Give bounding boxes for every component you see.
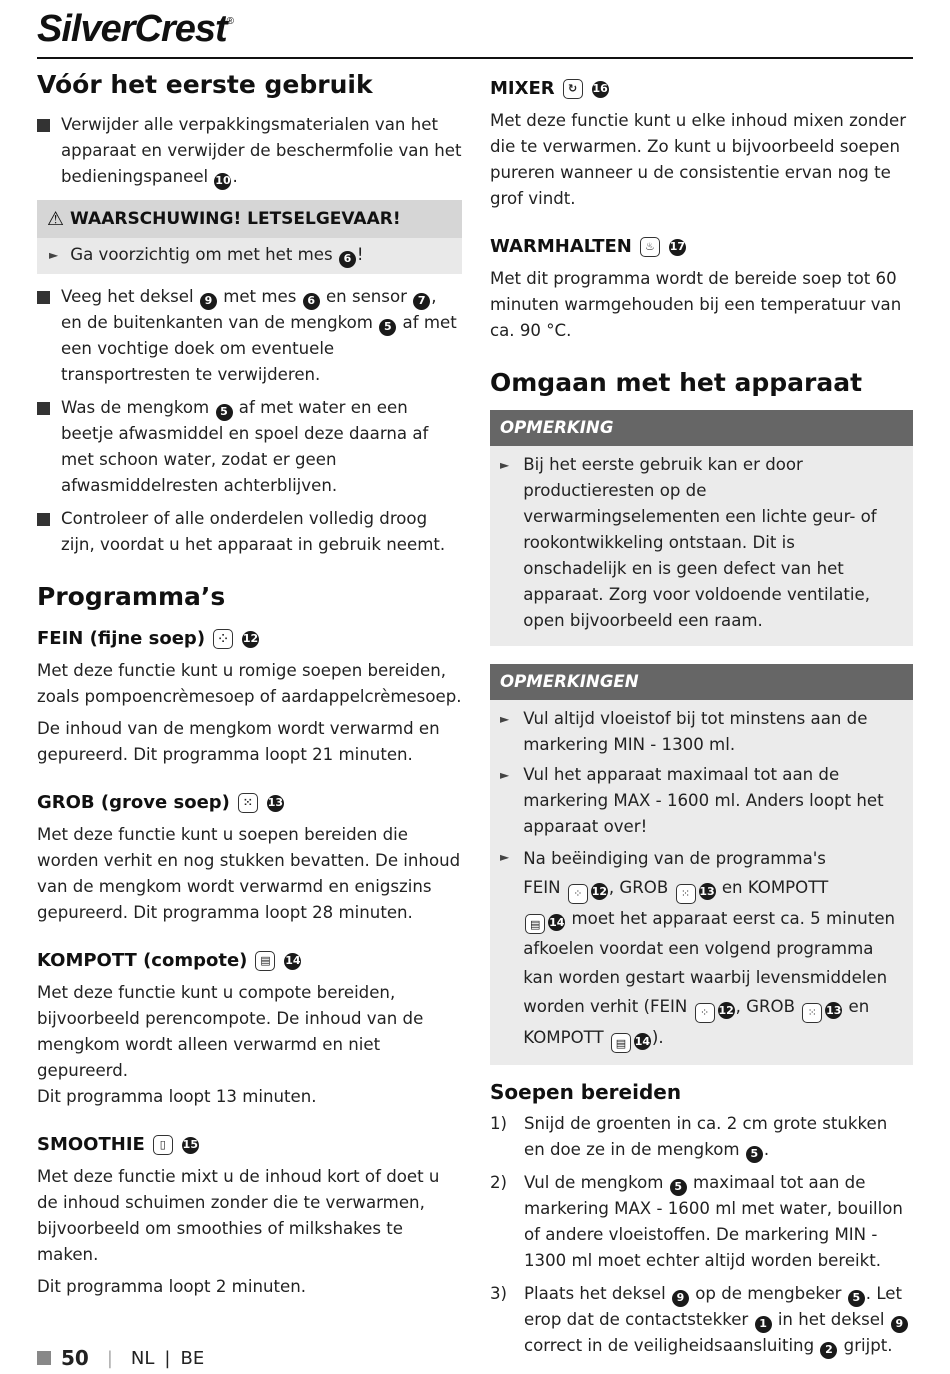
paragraph: Dit programma loopt 13 minuten. bbox=[37, 1087, 317, 1106]
paragraph: De inhoud van de mengkom wordt verwarmd en gepureerd. Dit programma loopt 21 minuten. bbox=[37, 719, 440, 764]
part-number-badge: 13 bbox=[826, 1004, 842, 1017]
part-number-badge: 9 bbox=[200, 293, 217, 310]
paragraph: Met deze functie kunt u soepen bereiden die worden verhit en nog stukken bevatten. De inhoud van de mengkom wordt verwarmd en enigszins gepureerd. Dit programma loopt 28 minuten. bbox=[37, 825, 461, 922]
part-number-badge: 12 bbox=[718, 1004, 734, 1017]
part-number-badge: 6 bbox=[339, 251, 356, 268]
fine-soup-icon: ⁘ bbox=[213, 629, 233, 649]
note-item: ► Vul het apparaat maximaal tot aan de markering MAX - 1600 ml. Anders loopt het apparaat over! bbox=[500, 762, 903, 840]
coarse-soup-icon: ⁙ bbox=[802, 1003, 822, 1023]
first-use-list bbox=[37, 112, 462, 190]
paragraph: Met deze functie kunt u compote bereiden, bijvoorbeeld perencompote. De inhoud van de mengkom wordt alleen verwarmd en niet gepureerd. bbox=[37, 983, 424, 1080]
part-number-badge: 14 bbox=[634, 1034, 651, 1048]
arrow-icon: ► bbox=[49, 248, 59, 262]
heading-programs: Programma’s bbox=[37, 582, 226, 611]
step-item: 3) Plaats het deksel 9 op de mengbeker 5 . Let erop dat de contactstekker 1 in het deksel 9 correct in de veiligheidsaansluiting 2 grijpt. bbox=[490, 1281, 913, 1359]
note-item: ► Vul altijd vloeistof bij tot minstens aan de markering MIN - 1300 ml. bbox=[500, 706, 903, 758]
part-number-badge: 14 bbox=[284, 953, 301, 970]
divider: | bbox=[164, 1347, 171, 1369]
part-number-badge: 13 bbox=[699, 885, 715, 898]
arrow-icon: ► bbox=[500, 458, 510, 472]
part-number-badge: 12 bbox=[242, 631, 259, 648]
section-fein bbox=[37, 626, 462, 768]
part-number-badge: 15 bbox=[182, 1137, 199, 1154]
part-number-badge: 14 bbox=[549, 915, 565, 929]
divider: | bbox=[106, 1347, 113, 1369]
compote-icon: ▤ bbox=[611, 1033, 631, 1053]
list-item: Verwijder alle verpakkingsmaterialen van het apparaat en verwijder de beschermfolie van het bedieningspaneel 10 . bbox=[37, 112, 462, 190]
warning-title: ⚠ WAARSCHUWING! LETSELGEVAAR! bbox=[37, 200, 462, 238]
part-number-badge: 5 bbox=[746, 1146, 763, 1163]
warning-box bbox=[37, 200, 462, 274]
note-box bbox=[490, 410, 913, 646]
coarse-soup-icon: ⁙ bbox=[238, 793, 258, 813]
part-number-badge: 13 bbox=[267, 795, 284, 812]
mixer-title: MIXER ↻ 16 bbox=[490, 78, 608, 99]
language-code: BE bbox=[180, 1347, 205, 1369]
notes-body bbox=[490, 700, 913, 1065]
section-warmhalten bbox=[490, 234, 913, 344]
warning-triangle-icon: ⚠ bbox=[47, 208, 65, 230]
part-number-badge: 12 bbox=[591, 885, 608, 898]
part-number-badge: 5 bbox=[379, 319, 396, 336]
section-kompott bbox=[37, 948, 462, 1110]
paragraph: Met dit programma wordt de bereide soep tot 60 minuten warmgehouden bij een temperatuur van ca. 90 °C. bbox=[490, 269, 902, 340]
heading-first-use: Vóór het eerste gebruik bbox=[37, 70, 373, 99]
arrow-icon: ► bbox=[500, 768, 510, 782]
page-number: 50 bbox=[61, 1346, 89, 1370]
heading-soups: Soepen bereiden bbox=[490, 1080, 682, 1104]
right-column bbox=[490, 68, 913, 1366]
bullet-square-icon bbox=[37, 513, 50, 526]
smoothie-title: SMOOTHIE ▯ 15 bbox=[37, 1134, 198, 1155]
language-code: NL bbox=[130, 1347, 155, 1369]
page-footer bbox=[37, 1346, 204, 1370]
paragraph: Dit programma loopt 2 minuten. bbox=[37, 1277, 306, 1296]
part-number-badge: 16 bbox=[592, 81, 609, 98]
compote-icon: ▤ bbox=[525, 914, 545, 934]
warning-item: ► Ga voorzichtig om met het mes 6 ! bbox=[37, 238, 462, 268]
fein-title: FEIN (fijne soep) ⁘ 12 bbox=[37, 628, 259, 649]
part-number-badge: 2 bbox=[820, 1342, 837, 1359]
note-title: OPMERKING bbox=[490, 410, 913, 446]
part-number-badge: 5 bbox=[216, 404, 233, 421]
part-number-badge: 5 bbox=[848, 1290, 865, 1307]
part-number-badge: 9 bbox=[672, 1290, 689, 1307]
paragraph: Met deze functie kunt u elke inhoud mixen zonder die te verwarmen. Zo kunt u bijvoorbeeld soepen pureren wanneer u de consistentie ervan nog te grof vindt. bbox=[490, 111, 907, 208]
left-column bbox=[37, 68, 462, 1300]
header-rule bbox=[37, 57, 913, 59]
note-item: ► Bij het eerste gebruik kan er door productieresten op de verwarmingselementen een lichte geur- of rookontwikkeling ontstaan. Dit is onschadelijk en is geen defect van het apparaat. Zorg voor voldoende ventilatie, open bijvoorbeeld een raam. bbox=[500, 452, 903, 634]
bullet-square-icon bbox=[37, 119, 50, 132]
step-item: 1) Snijd de groenten in ca. 2 cm grote stukken en doe ze in de mengkom 5 . bbox=[490, 1111, 913, 1163]
section-grob bbox=[37, 790, 462, 926]
arrow-icon: ► bbox=[500, 850, 510, 864]
arrow-icon: ► bbox=[500, 712, 510, 726]
mixer-icon: ↻ bbox=[563, 79, 583, 99]
bullet-square-icon bbox=[37, 291, 50, 304]
brand-logo: SilverCrest® bbox=[37, 8, 234, 50]
part-number-badge: 1 bbox=[755, 1316, 772, 1333]
smoothie-cup-icon: ▯ bbox=[153, 1135, 173, 1155]
paragraph: Met deze functie kunt u romige soepen bereiden, zoals pompoencrèmesoep of aardappelcrèmesoep. bbox=[37, 661, 462, 706]
warmhalten-title: WARMHALTEN ♨ 17 bbox=[490, 236, 686, 257]
section-smoothie bbox=[37, 1132, 462, 1300]
notes-title: OPMERKINGEN bbox=[490, 664, 913, 700]
part-number-badge: 17 bbox=[669, 239, 686, 256]
list-item: Veeg het deksel 9 met mes 6 en sensor 7 , en de buitenkanten van de mengkom 5 af met een vochtige doek om eventuele transportresten te verwijderen. bbox=[37, 284, 462, 388]
kompott-title: KOMPOTT (compote) ▤ 14 bbox=[37, 950, 301, 971]
grob-title: GROB (grove soep) ⁙ 13 bbox=[37, 792, 284, 813]
heading-handling: Omgaan met het apparaat bbox=[490, 368, 863, 397]
coarse-soup-icon: ⁙ bbox=[676, 884, 696, 904]
list-item: Controleer of alle onderdelen volledig droog zijn, voordat u het apparaat in gebruik neemt. bbox=[37, 506, 462, 558]
list-item: Was de mengkom 5 af met water en een beetje afwasmiddel en spoel deze daarna af met schoon water, zodat er geen afwasmiddelresten achterblijven. bbox=[37, 395, 462, 499]
step-item: 2) Vul de mengkom 5 maximaal tot aan de markering MAX - 1600 ml met water, bouillon of andere vloeistoffen. De markering MIN - 1300 ml moet echter altijd worden bereikt. bbox=[490, 1173, 903, 1270]
part-number-badge: 10 bbox=[214, 173, 231, 190]
keep-warm-icon: ♨ bbox=[640, 237, 660, 257]
section-mixer bbox=[490, 76, 913, 212]
footer-square-icon bbox=[37, 1351, 51, 1365]
note-item: ► Na beëindiging van de programma's FEIN ⁘ 12 , GROB ⁙ 13 en KOMPOTT ▤ 14 moet het apparaat eerst ca. 5 minuten afkoelen voordat een volgend programma kan worden gestart waarbij levensmiddelen worden verhit (FEIN ⁘ 12 , GROB ⁙ 13 en KOMPOTT ▤ 14 ). bbox=[500, 844, 903, 1053]
soup-steps-list bbox=[490, 1111, 913, 1359]
bullet-square-icon bbox=[37, 402, 50, 415]
compote-icon: ▤ bbox=[255, 951, 275, 971]
notes-box bbox=[490, 664, 913, 1065]
fine-soup-icon: ⁘ bbox=[568, 884, 588, 904]
note-body bbox=[490, 446, 913, 646]
fine-soup-icon: ⁘ bbox=[695, 1003, 715, 1023]
part-number-badge: 6 bbox=[303, 293, 320, 310]
cleaning-list bbox=[37, 284, 462, 558]
part-number-badge: 7 bbox=[413, 293, 430, 310]
part-number-badge: 9 bbox=[891, 1316, 908, 1333]
part-number-badge: 5 bbox=[670, 1179, 687, 1196]
paragraph: Met deze functie mixt u de inhoud kort of doet u de inhoud schuimen zonder die te verwarmen, bijvoorbeeld om smoothies of milkshakes te maken. bbox=[37, 1167, 440, 1264]
